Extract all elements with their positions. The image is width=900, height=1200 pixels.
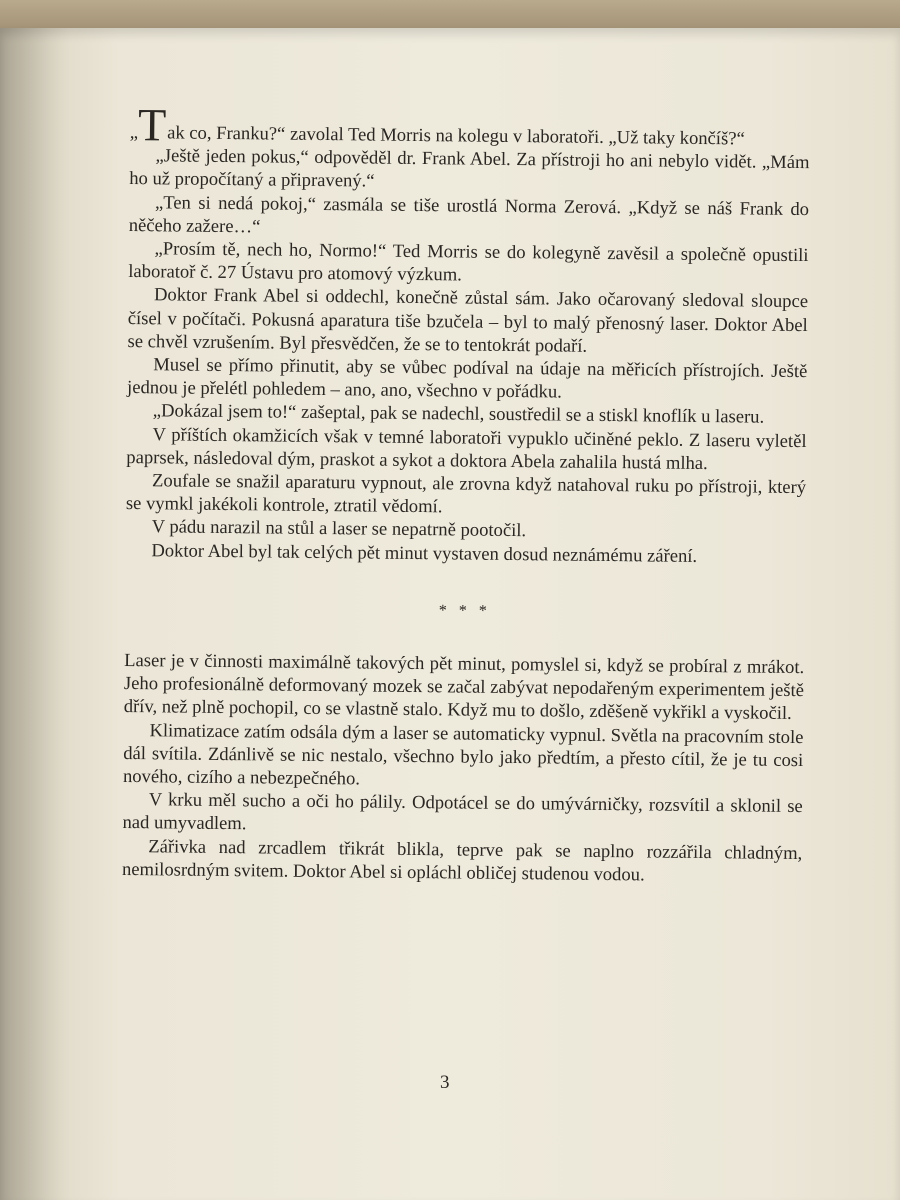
paragraph-5: Doktor Frank Abel si oddechl, konečně zůstal sám. Jako očarovaný sledoval sloupce čísel v počítači. Pokusná aparatura tiše bzučela – byl to malý přenosný laser. Doktor Abel se chvěl vzrušením. Byl přesvědčen, že se to tentokrát podaří. [127,284,809,357]
paragraph-12: Laser je v činnosti maximálně takových pět minut, pomyslel si, když se probíral z mrákot. Jeho profesionálně deformovaný mozek se začal zabývat nepodařeným experimentem ještě dřív, než plně pochopil, co se vlastně stalo. Když mu to došlo, zděšeně vykřikl a vyskočil. [123,650,805,725]
paragraph-11: Doktor Abel byl tak celých pět minut vystaven dosud neznámému záření. [151,539,698,567]
paragraph-14: V krku měl sucho a oči ho pálily. Odpotácel se do umývárničky, rozsvítil a sklonil se nad umyvadlem. [122,789,803,835]
section-separator: * * * [438,602,491,620]
paragraph-13: Klimatizace zatím odsála dým a laser se automaticky vypnul. Světla na pracovním stole dál svítila. Zdánlivě se nic nestalo, všechno bylo jako předtím, a přesto cítil, že je tu cosi nového, cizího a nebezpečného. [122,719,804,790]
paragraph-2: „Ještě jeden pokus,“ odpověděl dr. Frank Abel. Za přístroji ho ani nebylo vidět. „Mám ho už propočítaný a připravený.“ [129,145,810,192]
page-text [121,99,810,888]
paragraph-6: Musel se přímo přinutit, aby se vůbec podíval na údaje na měřicích přístrojích. Ještě jednou je přelétl pohledem – ano, ano, všechno v pořádku. [126,354,808,403]
paragraph-7: „Dokázal jsem to!“ zašeptal, pak se nadechl, soustředil se a stiskl knoflík u laseru. [152,400,765,429]
paragraph-9: Zoufale se snažil aparaturu vypnout, ale zrovna když natahoval ruku po přístroji, který se vymkl jakékoli kontrole, ztratil vědomí. [125,470,807,518]
paragraph-4: „Prosím tě, nech ho, Normo!“ Ted Morris se do kolegyně zavěsil a společně opustili laboratoř č. 27 Ústavu pro atomový výzkum. [128,238,809,286]
drop-cap: T [137,99,167,151]
opening-quote: „ [129,121,139,144]
page-number: 3 [440,1072,450,1093]
paragraph-8: V příštích okamžicích však v temné laboratoři vypuklo učiněné peklo. Z laseru vyletěl paprsek, následoval dým, praskot a sykot a doktora Abela zahalila hustá mlha. [126,423,807,474]
paragraph-10: V pádu narazil na stůl a laser se nepatrně pootočil. [151,516,527,542]
paragraph-3: „Ten si nedá pokoj,“ zasmála se tiše urostlá Norma Zerová. „Když se náš Frank do něčeho zažere…“ [128,191,810,238]
paragraph-1-text: ak co, Franku?“ zavolal Ted Morris na kolegu v laboratoři. „Už taky končíš?“ [167,122,745,150]
paragraph-15: Zářivka nad zrcadlem třikrát blikla, teprve pak se naplno rozzářila chladným, nemilosrdným svitem. Doktor Abel si opláchl obličej studenou vodou. [121,835,803,886]
